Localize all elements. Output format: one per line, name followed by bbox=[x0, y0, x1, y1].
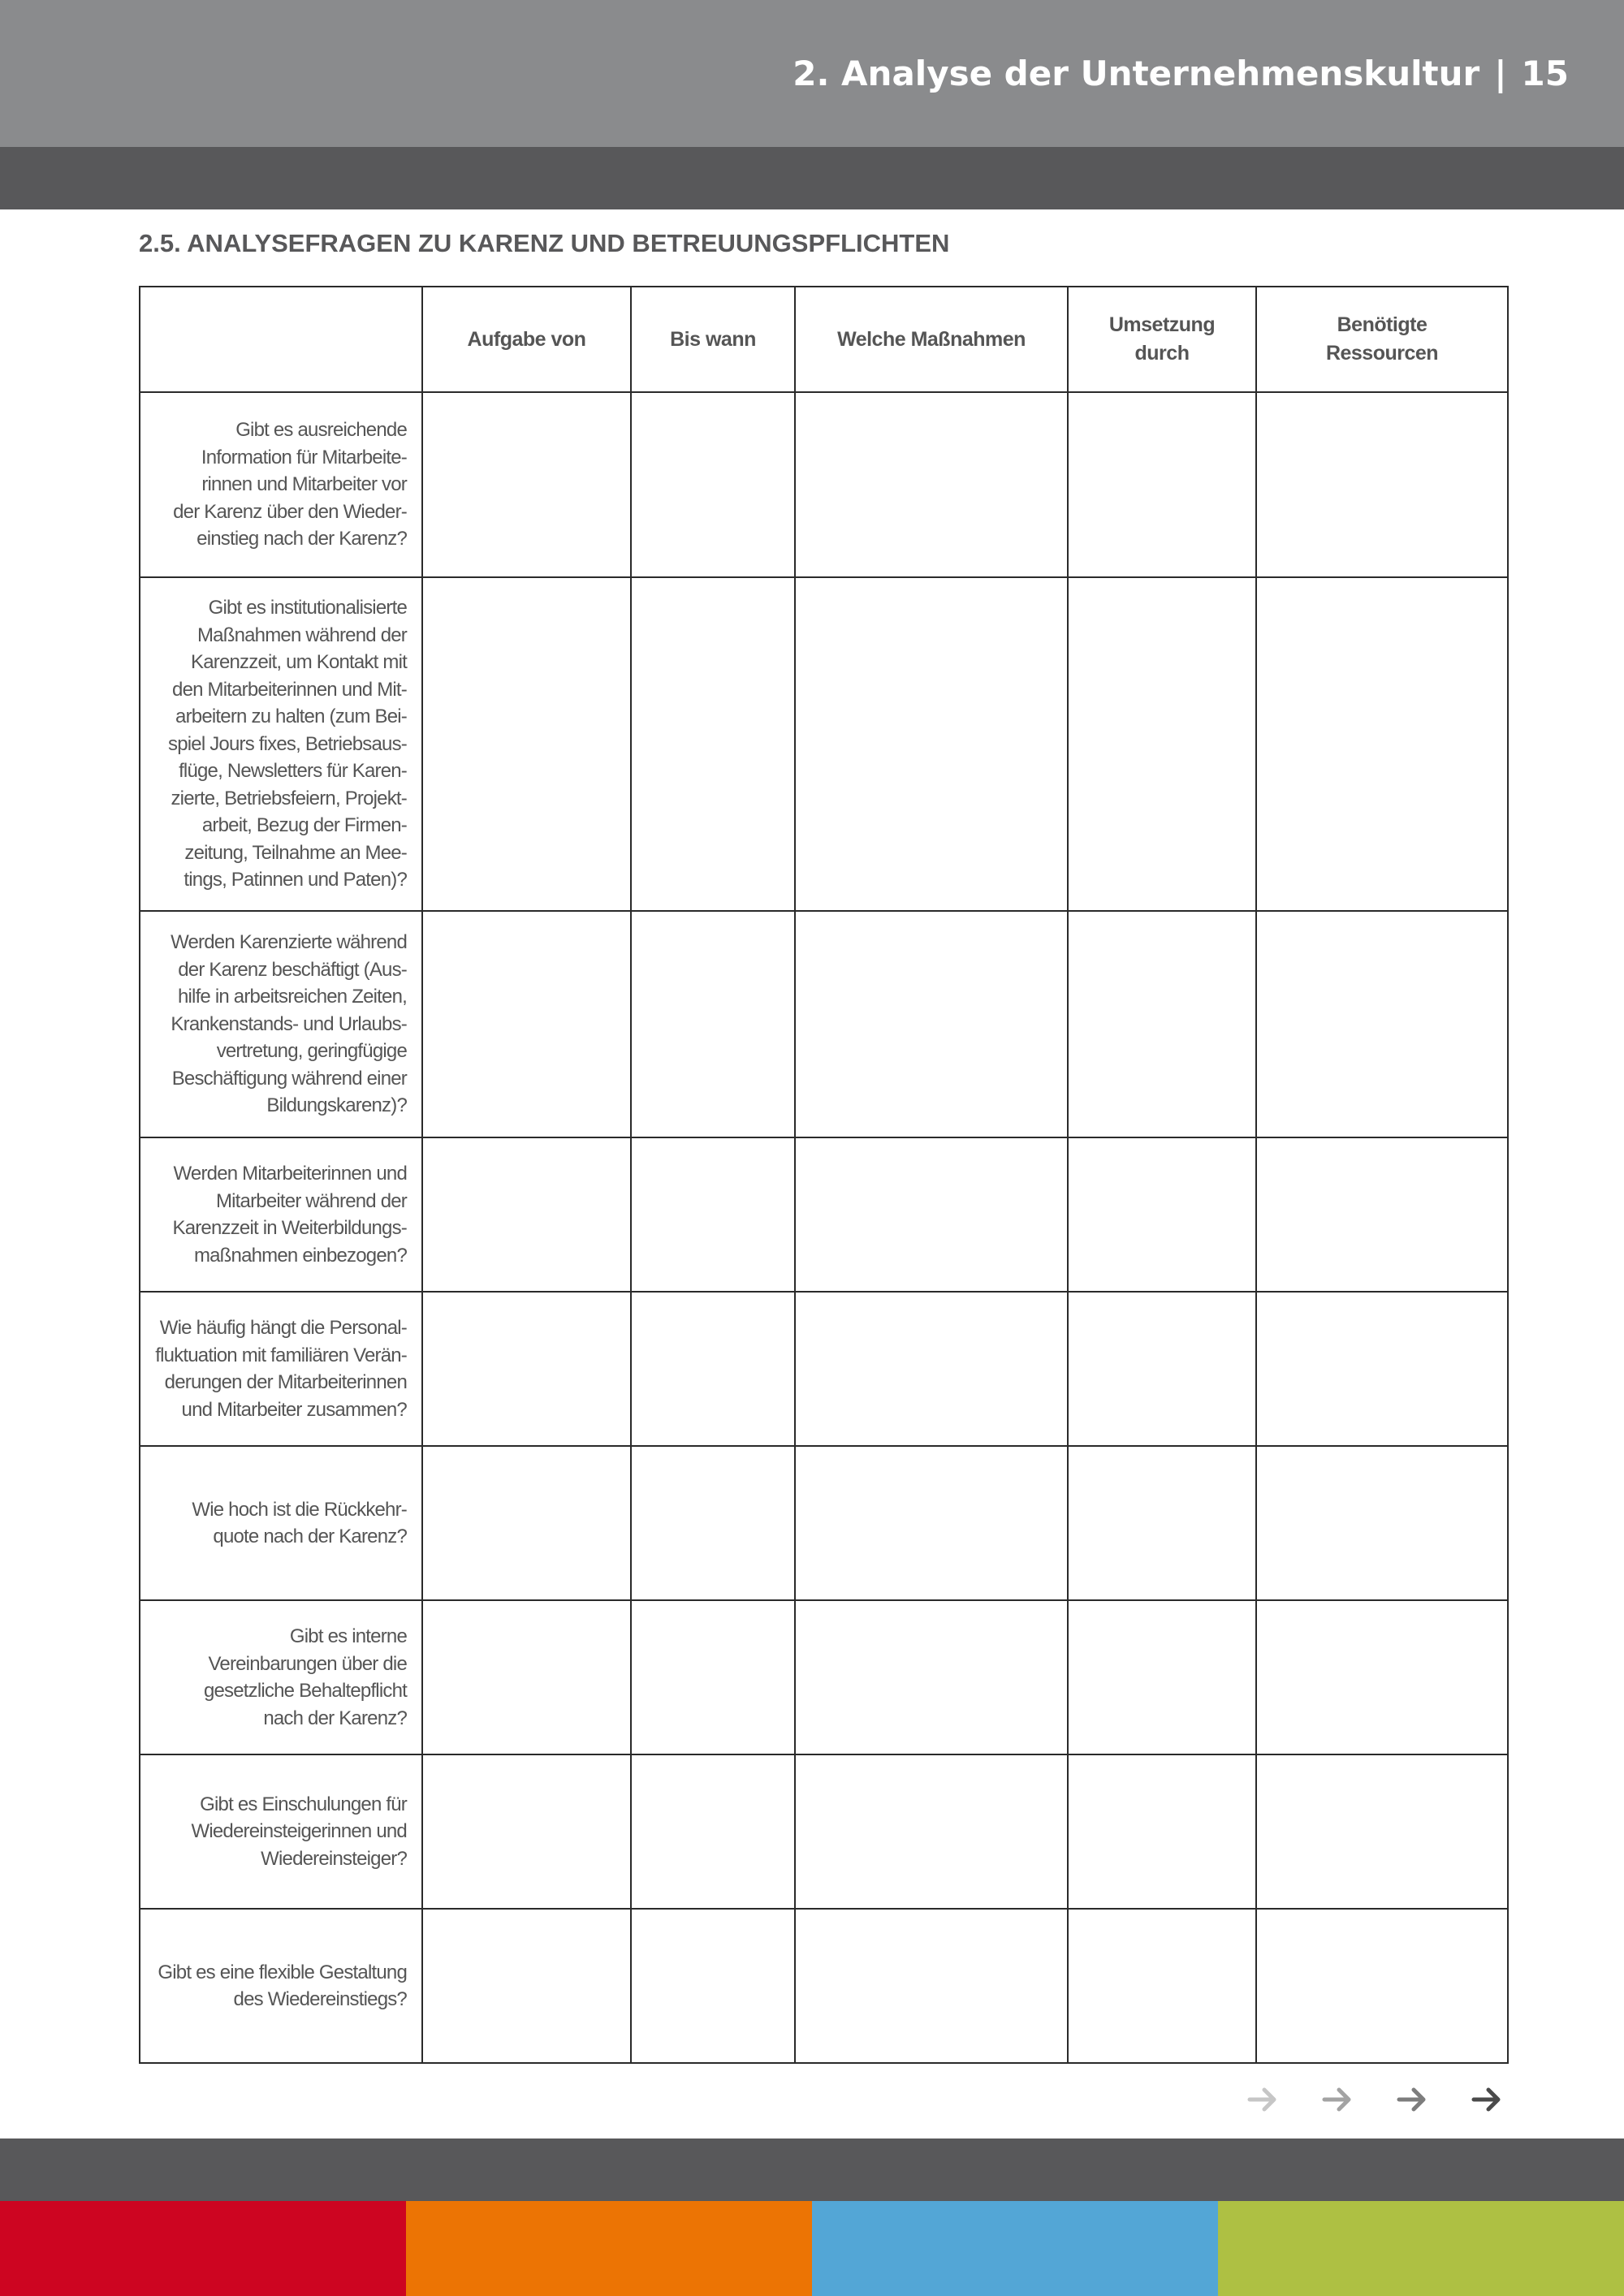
table-row bbox=[140, 911, 1508, 1137]
question-cell bbox=[140, 911, 422, 1137]
answer-cell[interactable] bbox=[422, 1137, 631, 1292]
answer-cell[interactable] bbox=[422, 1292, 631, 1446]
question-line: rinnen und Mitarbeiter vor bbox=[201, 473, 407, 496]
question-line: gesetzliche Behaltepflicht bbox=[203, 1680, 407, 1702]
question-cell bbox=[140, 577, 422, 911]
answer-cell[interactable] bbox=[1256, 1292, 1508, 1446]
question-line: Krankenstands- und Urlaubs- bbox=[171, 1012, 407, 1035]
question-cell bbox=[140, 1600, 422, 1754]
column-header bbox=[140, 287, 422, 392]
header bbox=[0, 0, 1624, 147]
answer-cell[interactable] bbox=[422, 392, 631, 577]
question-line: Wiedereinsteiger? bbox=[261, 1847, 407, 1870]
answer-cell[interactable] bbox=[631, 1137, 795, 1292]
answer-cell[interactable] bbox=[1068, 1909, 1256, 2063]
question-cell bbox=[140, 1754, 422, 1909]
arrow-right-icon bbox=[1471, 2083, 1503, 2116]
answer-cell[interactable] bbox=[1256, 392, 1508, 577]
column-header-line: durch bbox=[1134, 342, 1190, 365]
arrow-right-icon bbox=[1246, 2083, 1279, 2116]
question-line: arbeitern zu halten (zum Bei- bbox=[175, 706, 407, 728]
answer-cell[interactable] bbox=[1068, 577, 1256, 911]
question-line: des Wiedereinstiegs? bbox=[233, 1988, 407, 2010]
answer-cell[interactable] bbox=[1256, 1754, 1508, 1909]
column-header-line: Umsetzung bbox=[1108, 313, 1216, 336]
answer-cell[interactable] bbox=[795, 1909, 1068, 2063]
table-row bbox=[140, 1137, 1508, 1292]
answer-cell[interactable] bbox=[422, 1600, 631, 1754]
question-cell bbox=[140, 392, 422, 577]
question-line: spiel Jours fixes, Betriebsaus- bbox=[168, 732, 407, 755]
chapter-title: 2. Analyse der Unternehmenskultur bbox=[793, 54, 1480, 93]
question-line: flüge, Newsletters für Karen- bbox=[179, 760, 407, 783]
question-line: Mitarbeiter während der bbox=[215, 1189, 407, 1212]
footer-bar bbox=[0, 2138, 1624, 2201]
table-row bbox=[140, 1754, 1508, 1909]
answer-cell[interactable] bbox=[422, 1446, 631, 1600]
question-line: Karenzzeit, um Kontakt mit bbox=[191, 651, 407, 674]
question-line: zeitung, Teilnahme an Mee- bbox=[184, 841, 407, 864]
column-header bbox=[631, 287, 795, 392]
column-header bbox=[795, 287, 1068, 392]
answer-cell[interactable] bbox=[795, 1754, 1068, 1909]
question-line: der Karenz über den Wieder- bbox=[173, 500, 407, 523]
column-header-line: Ressourcen bbox=[1325, 342, 1439, 365]
column-header-line: Bis wann bbox=[670, 327, 756, 351]
table-row bbox=[140, 1600, 1508, 1754]
question-cell bbox=[140, 1137, 422, 1292]
column-header-line: Welche Maßnahmen bbox=[837, 327, 1026, 351]
question-line: arbeit, Bezug der Firmen- bbox=[201, 814, 407, 837]
answer-cell[interactable] bbox=[1068, 1754, 1256, 1909]
question-line: maßnahmen einbezogen? bbox=[193, 1244, 407, 1267]
question-line: vertretung, geringfügige bbox=[216, 1040, 407, 1063]
question-line: Vereinbarungen über die bbox=[208, 1652, 407, 1675]
table-row bbox=[140, 1292, 1508, 1446]
header-separator: | bbox=[1494, 54, 1507, 93]
table-row bbox=[140, 392, 1508, 577]
question-line: Wie häufig hängt die Personal- bbox=[159, 1317, 407, 1339]
analysis-table bbox=[139, 286, 1509, 2064]
question-line: Gibt es institutionalisierte bbox=[208, 597, 407, 619]
answer-cell[interactable] bbox=[631, 577, 795, 911]
arrow-right-icon bbox=[1321, 2083, 1354, 2116]
navigation-arrows bbox=[1246, 2083, 1514, 2116]
answer-cell[interactable] bbox=[422, 577, 631, 911]
answer-cell[interactable] bbox=[1256, 577, 1508, 911]
question-line: hilfe in arbeitsreichen Zeiten, bbox=[177, 986, 407, 1008]
question-line: Wiedereinsteigerinnen und bbox=[191, 1820, 407, 1843]
question-line: quote nach der Karenz? bbox=[213, 1526, 407, 1547]
question-line: der Karenz beschäftigt (Aus- bbox=[178, 958, 407, 981]
question-line: Bildungskarenz)? bbox=[266, 1094, 407, 1117]
answer-cell[interactable] bbox=[1256, 911, 1508, 1137]
answer-cell[interactable] bbox=[631, 1754, 795, 1909]
question-line: nach der Karenz? bbox=[263, 1707, 407, 1729]
answer-cell[interactable] bbox=[1068, 1446, 1256, 1600]
color-strip-segment bbox=[406, 2201, 812, 2296]
answer-cell[interactable] bbox=[1068, 392, 1256, 577]
header-bar bbox=[0, 147, 1624, 209]
question-line: Gibt es ausreichende bbox=[235, 419, 407, 442]
answer-cell[interactable] bbox=[631, 1446, 795, 1600]
table-header-row bbox=[140, 287, 1508, 392]
answer-cell[interactable] bbox=[795, 1600, 1068, 1754]
answer-cell[interactable] bbox=[795, 392, 1068, 577]
color-strip-segment bbox=[1218, 2201, 1624, 2296]
answer-cell[interactable] bbox=[1256, 1600, 1508, 1754]
answer-cell[interactable] bbox=[631, 392, 795, 577]
question-line: Maßnahmen während der bbox=[197, 624, 407, 646]
answer-cell[interactable] bbox=[1068, 1292, 1256, 1446]
table-row bbox=[140, 1909, 1508, 2063]
question-line: derungen der Mitarbeiterinnen bbox=[164, 1371, 407, 1393]
answer-cell[interactable] bbox=[631, 1909, 795, 2063]
answer-cell[interactable] bbox=[1256, 1909, 1508, 2063]
answer-cell[interactable] bbox=[795, 1137, 1068, 1292]
page-header-title bbox=[793, 54, 1569, 93]
table-row bbox=[140, 577, 1508, 911]
column-header-line: Aufgabe von bbox=[467, 327, 586, 351]
question-line: Information für Mitarbeite- bbox=[201, 446, 407, 468]
answer-cell[interactable] bbox=[795, 1292, 1068, 1446]
column-header-line: Benötigte bbox=[1337, 313, 1427, 336]
answer-cell[interactable] bbox=[1068, 1600, 1256, 1754]
answer-cell[interactable] bbox=[1256, 1446, 1508, 1600]
section-title: 2.5. ANALYSEFRAGEN ZU KARENZ UND BETREUUNGSPFLICHTEN bbox=[139, 229, 950, 257]
answer-cell[interactable] bbox=[422, 911, 631, 1137]
color-strip-segment bbox=[812, 2201, 1218, 2296]
answer-cell[interactable] bbox=[631, 911, 795, 1137]
table-row bbox=[140, 1446, 1508, 1600]
column-header bbox=[1068, 287, 1256, 392]
question-line: Karenzzeit in Weiterbildungs- bbox=[172, 1217, 407, 1239]
page-number: 15 bbox=[1521, 54, 1569, 93]
question-line: Gibt es Einschulungen für bbox=[200, 1793, 407, 1815]
question-cell bbox=[140, 1292, 422, 1446]
question-line: einstieg nach der Karenz? bbox=[197, 528, 407, 550]
question-line: Werden Mitarbeiterinnen und bbox=[173, 1163, 407, 1185]
answer-cell[interactable] bbox=[795, 577, 1068, 911]
column-header bbox=[1256, 287, 1508, 392]
question-line: zierte, Betriebsfeiern, Projekt- bbox=[171, 787, 407, 809]
answer-cell[interactable] bbox=[1068, 911, 1256, 1137]
answer-cell[interactable] bbox=[422, 1754, 631, 1909]
question-line: und Mitarbeiter zusammen? bbox=[181, 1398, 407, 1421]
answer-cell[interactable] bbox=[422, 1909, 631, 2063]
question-line: Gibt es interne bbox=[289, 1625, 407, 1647]
question-cell bbox=[140, 1909, 422, 2063]
answer-cell[interactable] bbox=[631, 1600, 795, 1754]
question-line: tings, Patinnen und Paten)? bbox=[184, 869, 407, 891]
question-line: Beschäftigung während einer bbox=[171, 1067, 407, 1090]
answer-cell[interactable] bbox=[1068, 1137, 1256, 1292]
answer-cell[interactable] bbox=[1256, 1137, 1508, 1292]
color-strip-segment bbox=[0, 2201, 406, 2296]
question-line: Gibt es eine flexible Gestaltung bbox=[158, 1961, 407, 1983]
column-header bbox=[422, 287, 631, 392]
question-line: fluktuation mit familiären Verän- bbox=[155, 1344, 407, 1366]
question-line: den Mitarbeiterinnen und Mit- bbox=[172, 678, 407, 701]
answer-cell[interactable] bbox=[795, 1446, 1068, 1600]
answer-cell[interactable] bbox=[795, 911, 1068, 1137]
answer-cell[interactable] bbox=[631, 1292, 795, 1446]
question-line: Werden Karenzierte während bbox=[171, 931, 407, 954]
question-line: Wie hoch ist die Rückkehr- bbox=[192, 1498, 407, 1521]
arrow-right-icon bbox=[1396, 2083, 1428, 2116]
question-cell bbox=[140, 1446, 422, 1600]
